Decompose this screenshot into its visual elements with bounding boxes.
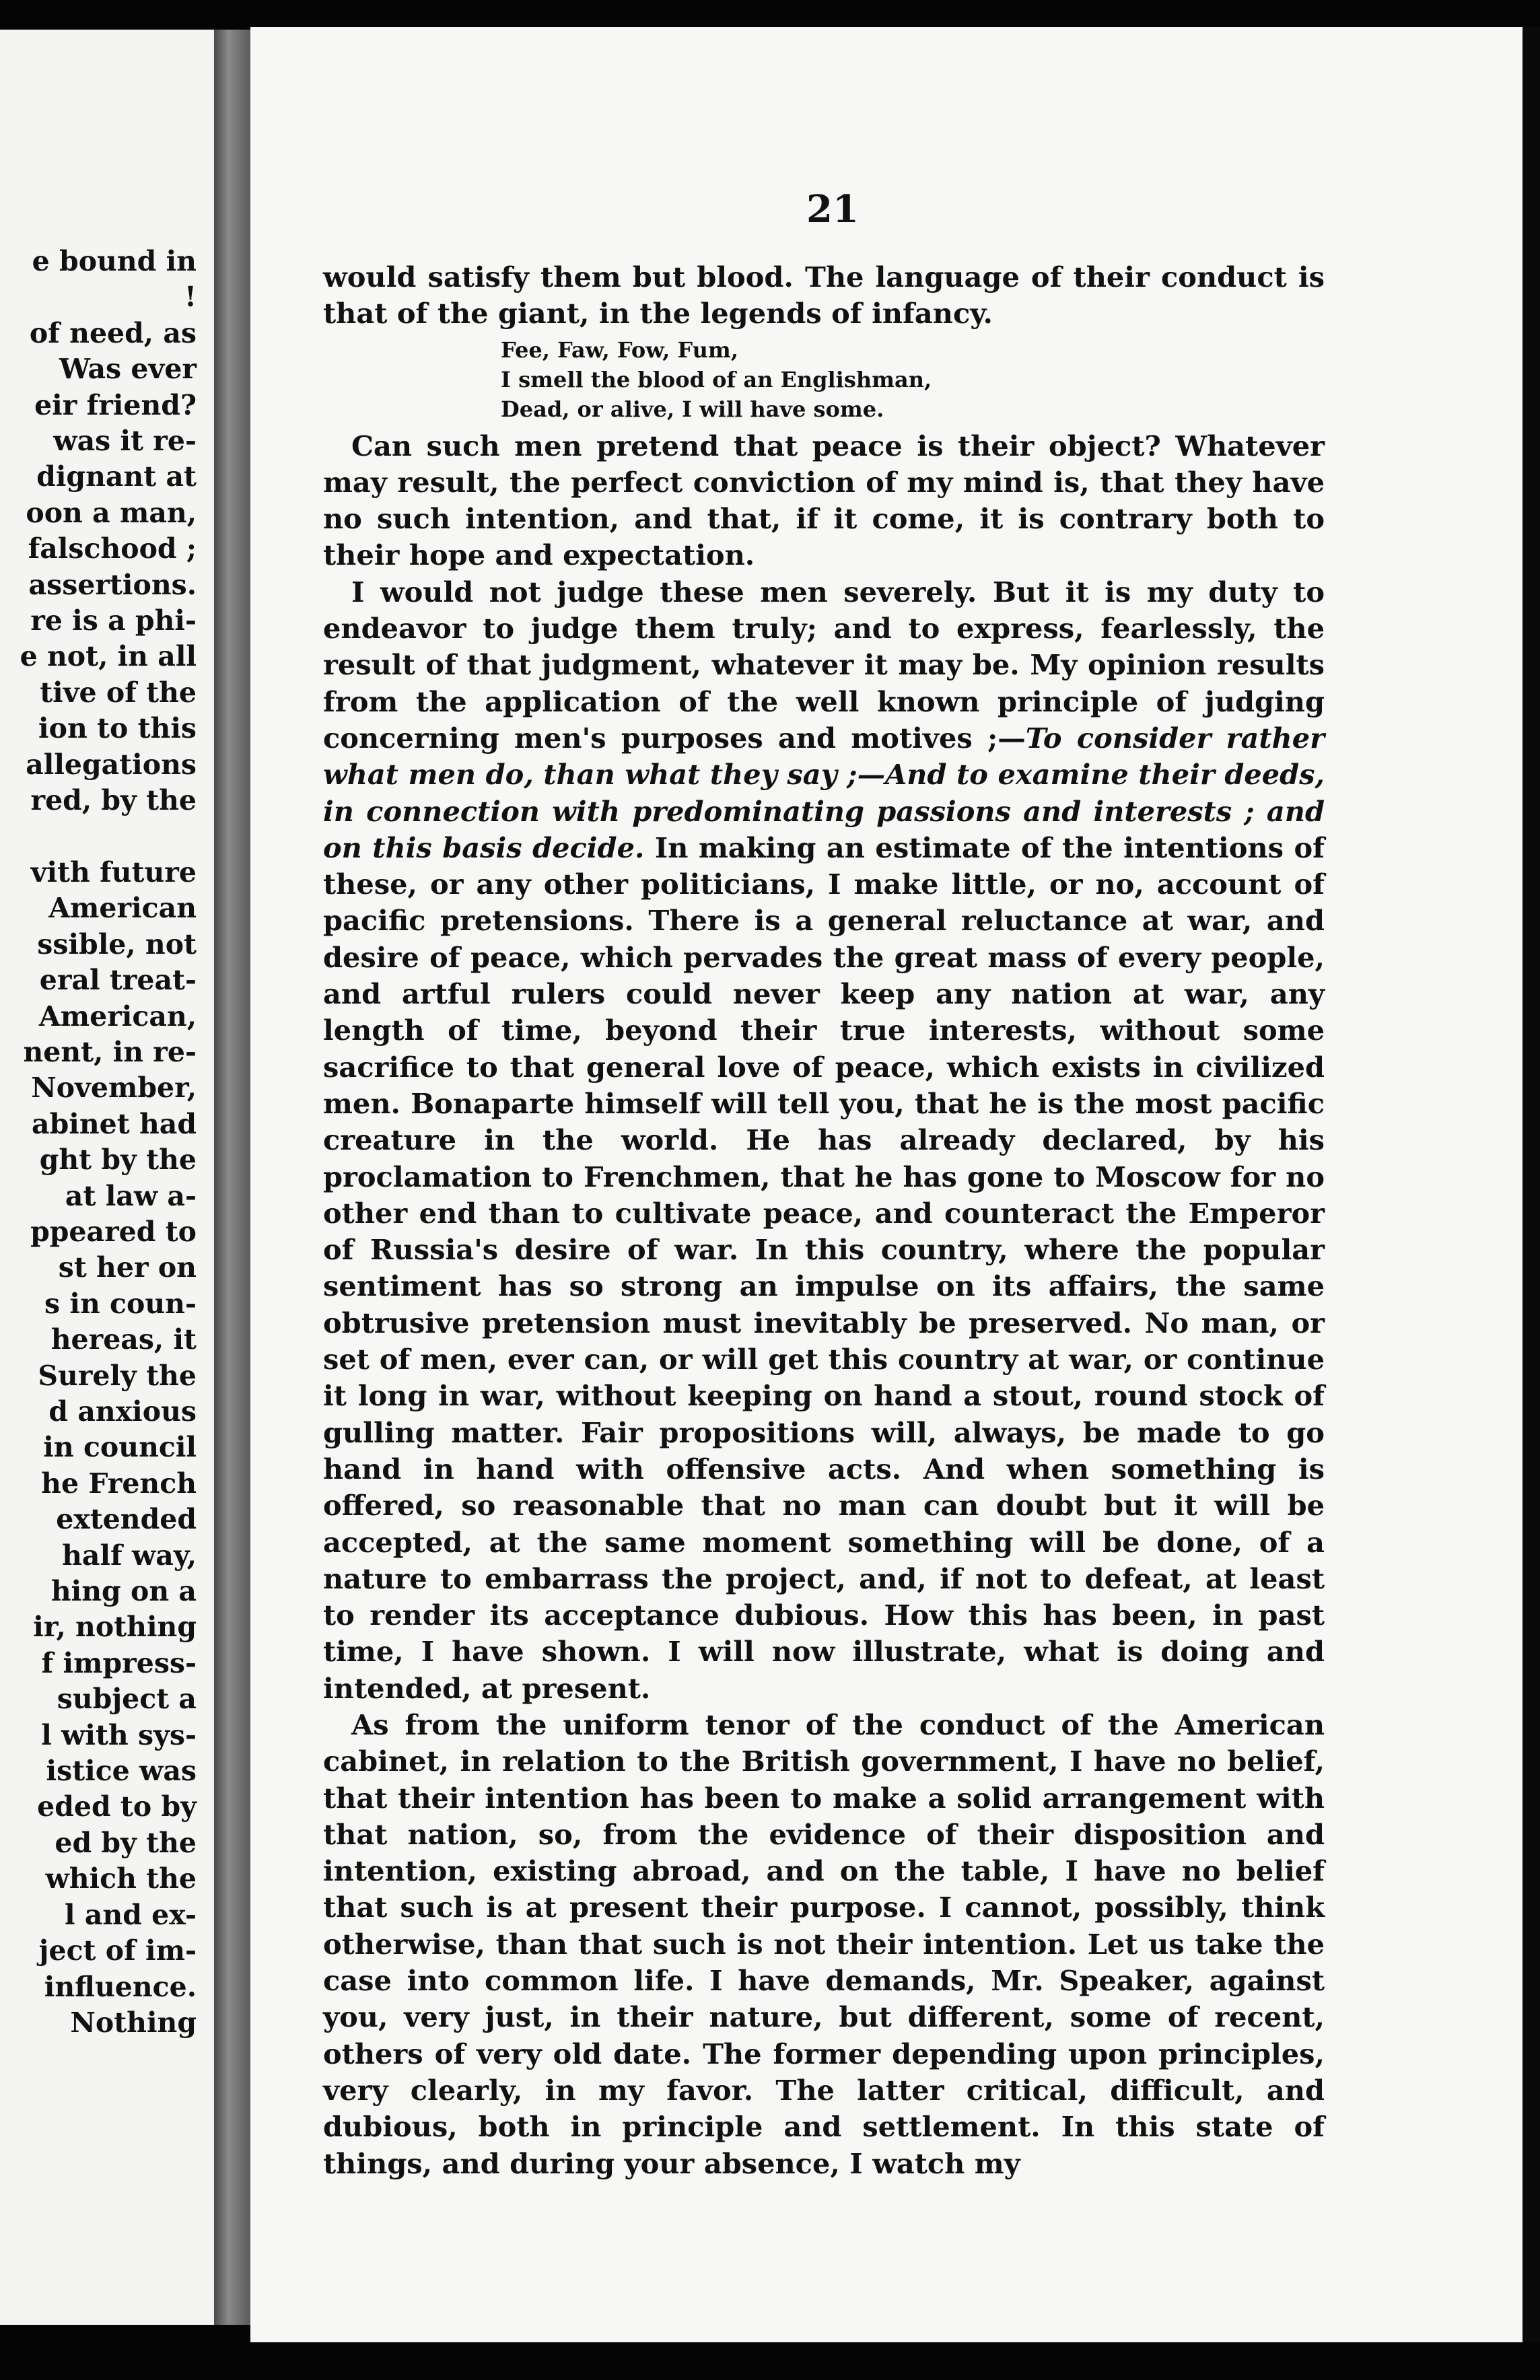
left-page-line: hereas, it	[50, 1323, 197, 1356]
left-page-line: vith future	[30, 855, 197, 888]
left-page-line: of need, as	[29, 316, 197, 349]
left-page-line: s in coun-	[44, 1287, 197, 1320]
left-page	[0, 30, 214, 2325]
left-page-line: !	[184, 281, 197, 314]
left-page-line: American,	[38, 1000, 197, 1032]
left-page-line: extended	[56, 1503, 197, 1536]
left-page-line: l and ex-	[65, 1898, 197, 1931]
left-page-line: influence.	[44, 1970, 197, 2003]
page-edge-shadow	[1523, 27, 1540, 2342]
paragraph-peace-object: Can such men pretend that peace is their object? Whatever may result, the perfect conviction of my mind is, that they have no such intention, and that, if it come, it is contrary both to their hope and expectation.	[323, 429, 1325, 572]
left-page-line: ir, nothing	[33, 1611, 197, 1644]
italic-maxim: To consider rather what men do, than what they say ;—And to examine their deeds, in connection with predominating passions and interests ; and on this basis decide.	[323, 721, 1325, 864]
paragraph-judge-severely	[323, 574, 1325, 1707]
book-gutter	[214, 30, 250, 2325]
left-page-line: Was ever	[59, 353, 197, 386]
left-page-line: subject a	[57, 1683, 197, 1716]
left-page-line: eral treat-	[39, 964, 197, 997]
left-page-line: ed by the	[55, 1826, 197, 1859]
left-page-line: ssible, not	[37, 928, 197, 960]
verse-line: Fee, Faw, Fow, Fum,	[501, 337, 738, 363]
left-page-line: was it re-	[53, 425, 197, 458]
paragraph-text: I would not judge these men severely. But it is my duty to endeavor to judge them truly; and to express, fearlessly, the result of that judgment, whatever it may be. My opinion results from the application of the well known principle of judging concerning men's purposes and motives ;—	[323, 575, 1325, 755]
left-page-line: l with sys-	[41, 1718, 197, 1751]
left-page-line: half way,	[62, 1539, 197, 1572]
left-page-line: ion to this	[38, 712, 197, 745]
verse-line: I smell the blood of an Englishman,	[501, 366, 932, 392]
left-page-line: e bound in	[32, 245, 197, 277]
verse-quote	[501, 335, 1325, 424]
left-page-line: he French	[41, 1467, 197, 1500]
left-page-line: in council	[43, 1431, 197, 1464]
verse-line: Dead, or alive, I will have some.	[501, 396, 884, 422]
left-page-line: d anxious	[48, 1395, 197, 1428]
left-page-line	[20, 819, 197, 855]
main-text-column	[323, 259, 1325, 2182]
left-page-line: at law a-	[65, 1179, 197, 1212]
paragraph-american-cabinet: As from the uniform tenor of the conduct of the American cabinet, in relation to the British government, I have no belief, that their intention has been to make a solid arrangement with that nation, so, from the evidence of their disposition and intention, existing abroad, and on the table, I have no belief that such is at present their purpose. I cannot, possibly, think otherwise, than that such is not their intention. Let us take the case into common life. I have demands, Mr. Speaker, against you, very just, in their nature, but different, some of recent, others of very old date. The former depending upon principles, very clearly, in my favor. The latter critical, difficult, and dubious, both in principle and settlement. In this state of things, and during your absence, I watch my	[323, 1708, 1325, 2180]
left-page-line: ppeared to	[30, 1215, 197, 1248]
left-page-line: Surely the	[38, 1359, 197, 1392]
left-page-line: istice was	[46, 1755, 197, 1788]
left-page-line: allegations	[26, 748, 197, 781]
left-page-line: abinet had	[32, 1107, 197, 1140]
left-page-line: red, by the	[30, 784, 197, 817]
left-page-line: nent, in re-	[23, 1035, 197, 1068]
left-page-line: American	[48, 892, 197, 925]
left-page-line: oon a man,	[26, 496, 197, 529]
left-page-line: assertions.	[28, 568, 197, 601]
left-page-line: Nothing	[70, 2006, 197, 2039]
left-page-line: tive of the	[40, 676, 197, 709]
left-page-line: eir friend?	[34, 388, 197, 421]
left-page-line: falschood ;	[28, 532, 197, 565]
left-page-text	[20, 244, 197, 2041]
paragraph-opening: would satisfy them but blood. The language of their conduct is that of the giant, in the legends of infancy.	[323, 260, 1325, 330]
left-page-line: e not, in all	[20, 640, 197, 673]
left-page-line: hing on a	[50, 1575, 197, 1608]
paragraph-text: In making an estimate of the intentions of these, or any other politicians, I make little, or no, account of pacific pretensions. There is a general reluctance at war, and desire of peace, which pervades the great mass of every people, and artful rulers could never keep any nation at war, any length of time, beyond their true interests, without some sacrifice to that general love of peace, which exists in civilized men. Bonaparte himself will tell you, that he is the most pacific creature in the world. He has already declared, by his proclamation to Frenchmen, that he has gone to Moscow for no other end than to cultivate peace, and counteract the Emperor of Russia's desire of war. In this country, where the popular sentiment has so strong an impulse on its affairs, the same obtrusive pretension must inevitably be preserved. No man, or set of men, ever can, or will get this country at war, or continue it long in war, without keeping on hand a stout, round stock of gulling matter. Fair propositions will, always, be made to go hand in hand with offensive acts. And when something is offered, so reasonable that no man can doubt but it will be accepted, at the same moment something will be done, of a nature to embarrass the project, and, if not to defeat, at least to render its acceptance dubious. How this has been, in past time, I have shown. I will now illustrate, what is doing and intended, at present.	[323, 831, 1325, 1705]
left-page-line: re is a phi-	[30, 604, 197, 637]
left-page-line: st her on	[58, 1251, 197, 1284]
left-page-line: f impress-	[41, 1646, 197, 1679]
left-page-line: eded to by	[37, 1790, 197, 1823]
left-page-line: ght by the	[39, 1144, 197, 1177]
left-page-line: dignant at	[36, 460, 197, 493]
page-number: 21	[806, 187, 859, 232]
left-page-line: ject of im-	[38, 1934, 197, 1967]
left-page-line: which the	[45, 1862, 197, 1895]
left-page-line: November,	[31, 1072, 197, 1105]
